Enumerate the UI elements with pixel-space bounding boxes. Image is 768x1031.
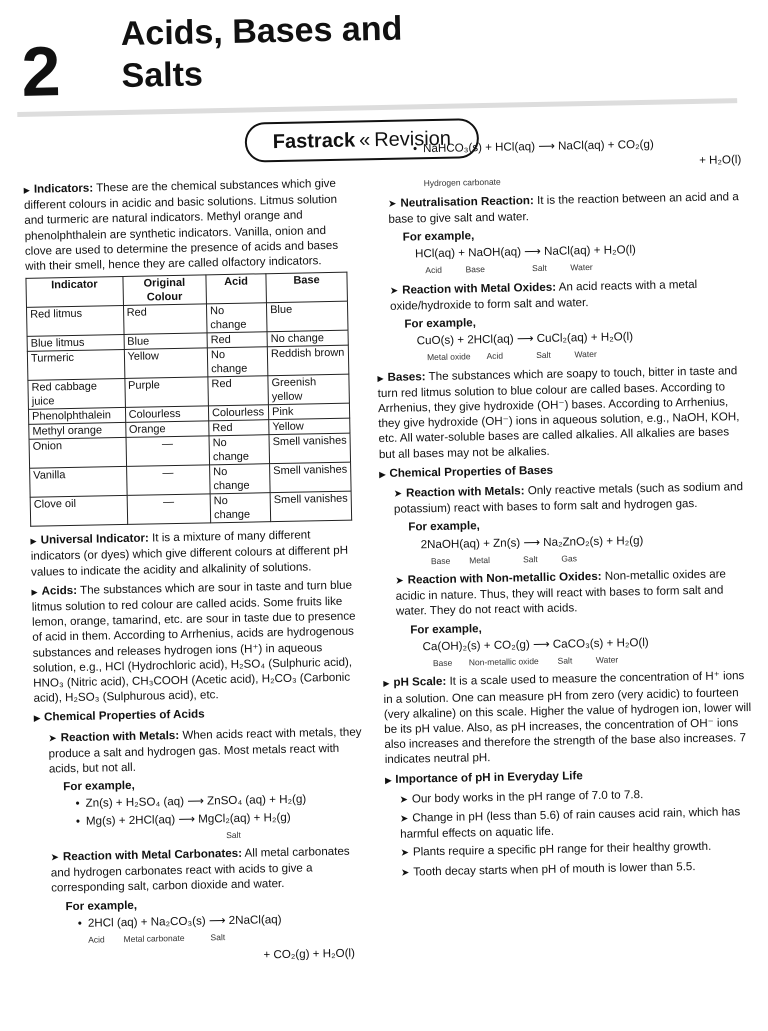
cell: — (126, 436, 210, 467)
equation-naoh-zn: 2NaOH(aq) + Zn(s) ⟶ Na₂ZnO₂(s) + H₂(g) (420, 533, 644, 551)
oxide-text: An acid reacts with a metal oxide/hydroxide to form salt and water. (389, 277, 698, 313)
equation-nahco3: • NaHCO₃(s) + HCl(aq) ⟶ NaCl(aq) + CO₂(g) (373, 135, 741, 157)
cell: No change (210, 464, 271, 494)
acids-para (31, 577, 363, 706)
nonmetal-oxide-para (381, 566, 750, 620)
for-example: For example, (65, 898, 138, 913)
acids-label: Acids: (41, 583, 78, 598)
base-metals-label: Reaction with Metals: (405, 484, 525, 500)
cell: Red (123, 304, 207, 335)
acid-metals-label: Reaction with Metals: (60, 728, 180, 744)
bases-para (377, 363, 747, 462)
cell: Methyl orange (29, 423, 126, 440)
oxide-label: Reaction with Metal Oxides: (402, 280, 557, 297)
ph-label: pH Scale: (393, 675, 447, 690)
neutral-para (374, 189, 743, 227)
cell: Red (207, 332, 267, 348)
acid-carb-text: All metal carbonates and hydrogen carbonates react with acids to give a corresponding salt, carbon dioxide and water. (50, 844, 350, 895)
cell: Red cabbage juice (28, 379, 125, 410)
bases-text: The substances which are soapy to touch, bitter in taste and turn red litmus solution to blue colour are called bases. According to Arrhenius, they give hydroxide (OH⁻) bases. According to Arrhenius, they give hydroxide (OH⁻) ions in aqueous solution, e.g., NaOH, KOH, etc. All water-soluble bases are called alkalies. All alkalies are bases but all bases may not be alkalies. (377, 363, 740, 461)
badge-chevron-icon: « (358, 128, 371, 151)
for-example: For example, (63, 779, 135, 794)
badge-bold: Fastrack (272, 128, 356, 153)
for-example: For example, (410, 621, 482, 637)
for-example: For example, (402, 229, 475, 244)
indicators-label: Indicators: (33, 181, 94, 196)
ph-para (383, 668, 753, 767)
base-metals-para (380, 479, 749, 517)
cell: Smell vanishes (270, 491, 352, 522)
chapter-number: 2 (20, 32, 62, 111)
cell: No change (209, 435, 270, 465)
nonmetal-oxide-label: Reaction with Non-metallic Oxides: (407, 569, 602, 587)
equation-caoh2-labels: Base Non-metallic oxide Salt Water (432, 654, 619, 669)
acid-props-heading: ▶ Chemical Properties of Acids (34, 704, 364, 727)
equation-naoh-zn-labels: Base Metal Salt Gas (430, 553, 577, 566)
equation-caoh2: Ca(OH)₂(s) + CO₂(g) ⟶ CaCO₃(s) + H₂O(l) (422, 635, 649, 654)
cell: — (126, 465, 210, 496)
cell: Pink (268, 403, 349, 420)
left-column (24, 176, 369, 970)
cell: No change (206, 303, 267, 333)
cell: Colourless (125, 406, 209, 423)
chapter-title-line2: Salts (121, 55, 204, 95)
cell: Vanilla (30, 467, 127, 498)
cell: Onion (29, 438, 126, 469)
cell: Yellow (124, 348, 208, 379)
neutral-text: It is the reaction between an acid and a base to give salt and water. (388, 189, 739, 226)
nonmetal-oxide-text: Non-metallic oxides are acidic in nature. Thus, they will react with bases to form salt and water. They do not react with acids. (395, 567, 727, 619)
cell: Blue (266, 301, 348, 332)
cell: No change (267, 330, 348, 347)
bases-label: Bases: (387, 369, 426, 384)
cell: Turmeric (27, 350, 124, 381)
cell: Red (209, 420, 269, 436)
cell: Smell vanishes (269, 433, 351, 464)
indicators-text: These are the chemical substances which give different colours in acidic and basic solutions. Litmus solution and turmeric are natural indicators. Methyl orange and phenolphthalein are synthetic indicators. Vanilla, onion and clove are used to determine the presence of acids and bases with their smell, hence they are called olfactory indicators. (23, 176, 339, 273)
universal-para (30, 527, 361, 580)
equation-cuo: CuO(s) + 2HCl(aq) ⟶ CuCl₂(aq) + H₂O(l) (416, 330, 634, 348)
indicator-table (25, 272, 352, 527)
th-base: Base (266, 272, 348, 303)
cell: Clove oil (30, 496, 127, 527)
list-item: ➤ Plants require a specific pH range for their healthy growth. (386, 838, 754, 861)
th-original: Original Colour (122, 275, 206, 306)
oxide-para (376, 276, 745, 314)
for-example: For example, (408, 519, 480, 535)
cell: Purple (124, 377, 208, 408)
cell: Greenish yellow (268, 374, 350, 405)
list-item: ➤ Tooth decay starts when pH of mouth is lower than 5.5. (387, 857, 755, 880)
chapter-title-line1: Acids, Bases and (120, 9, 403, 53)
acid-metals-para (34, 724, 365, 777)
chapter-title (120, 8, 403, 97)
cell: Blue (124, 333, 208, 350)
header-rule (17, 98, 737, 117)
for-example: For example, (404, 316, 477, 331)
acid-metals-text: When acids react with metals, they produce a salt and hydrogen gas. Most metals react with acids, but not all. (48, 725, 362, 776)
equation-cuo-labels: Metal oxide Acid Salt Water (426, 349, 597, 363)
cell: Phenolphthalein (28, 408, 125, 425)
equation-nahco3-cont: + H₂O(l) (698, 153, 742, 168)
equation-na2co3: • 2HCl (aq) + Na₂CO₃(s) ⟶ 2NaCl(aq) (38, 910, 368, 932)
cell: No change (207, 347, 268, 377)
acids-text: The substances which are sour in taste and turn blue litmus solution to red colour are called acids. Some fruits like lemon, orange, tamarind, etc. are sour in taste due to presence of acid in them. According to Arrhenius, acids are hydrogenous substances and releases hydrogen ions (H⁺) in aqueous solution, e.g., HCl (Hydrochloric acid), H₂SO₄ (Sulphuric acid), HNO₃ (Nitric acid), CH₃COOH (Acetic acid), H₂CO₃ (Carbonic acid), H₂SO₃ (Sulphurous acid), etc. (31, 578, 356, 706)
th-acid: Acid (206, 274, 267, 304)
base-metals-text: Only reactive metals (such as sodium and potassium) react with bases to form salt and hydrogen gas. (393, 480, 744, 517)
equation-na2co3-cont: + CO₂(g) + H₂O(l) (263, 946, 356, 962)
equation-mg-label: Salt (226, 829, 241, 840)
cell: Orange (125, 421, 209, 438)
cell: — (127, 494, 211, 525)
equation-zn: • Zn(s) + H₂SO₄ (aq) ⟶ ZnSO₄ (aq) + H₂(g) (35, 791, 365, 813)
right-column (373, 133, 755, 884)
cell: Smell vanishes (270, 462, 352, 493)
cell: Red (208, 376, 269, 406)
cell: Red litmus (27, 306, 124, 337)
list-item: ➤ Our body works in the pH range of 7.0 to 7.8. (385, 785, 753, 808)
universal-text: It is a mixture of many different indicators (or dyes) which give different colours at different pH values to indicate the acidity and alkalinity of solutions. (30, 528, 349, 579)
equation-neutral-labels: Acid Base Salt Water (425, 262, 593, 276)
cell: Yellow (269, 418, 350, 435)
universal-label: Universal Indicator: (40, 531, 149, 547)
table-row (30, 491, 351, 526)
importance-heading: ▶ Importance of pH in Everyday Life (385, 764, 753, 787)
cell: Colourless (208, 405, 268, 421)
cell: Reddish brown (267, 345, 349, 376)
equation-mg: • Mg(s) + 2HCl(aq) ⟶ MgCl₂(aq) + H₂(g) (36, 808, 366, 830)
acid-carb-label: Reaction with Metal Carbonates: (62, 846, 243, 864)
ph-text: It is a scale used to measure the concentration of H⁺ ions in a solution. One can measure pH from zero (very acidic) to fourteen (very alkaline) on this scale. Higher the value of hydrogen ion, lower will be its pH value. Also, as pH increases, the concentration of OH⁻ ions also increases and therefore the strength of the base also increases. 7 indicates neutral pH. (383, 669, 752, 767)
equation-nahco3-label: Hydrogen carbonate (423, 177, 501, 189)
equation-na2co3-labels: Acid Metal carbonate Salt (88, 932, 226, 945)
acid-carb-para (36, 843, 367, 896)
neutral-label: Neutralisation Reaction: (400, 193, 534, 210)
list-item: ➤ Change in pH (less than 5.6) of rain causes acid rain, which has harmful effects on aquatic life. (386, 804, 755, 842)
th-indicator: Indicator (26, 277, 123, 308)
cell: Blue litmus (27, 335, 124, 352)
cell: No change (210, 493, 271, 523)
indicators-para (24, 176, 356, 275)
badge-rest: Revision (373, 127, 452, 151)
equation-neutral: HCl(aq) + NaOH(aq) ⟶ NaCl(aq) + H₂O(l) (414, 243, 636, 261)
base-props-heading: ▶ Chemical Properties of Bases (379, 459, 747, 482)
